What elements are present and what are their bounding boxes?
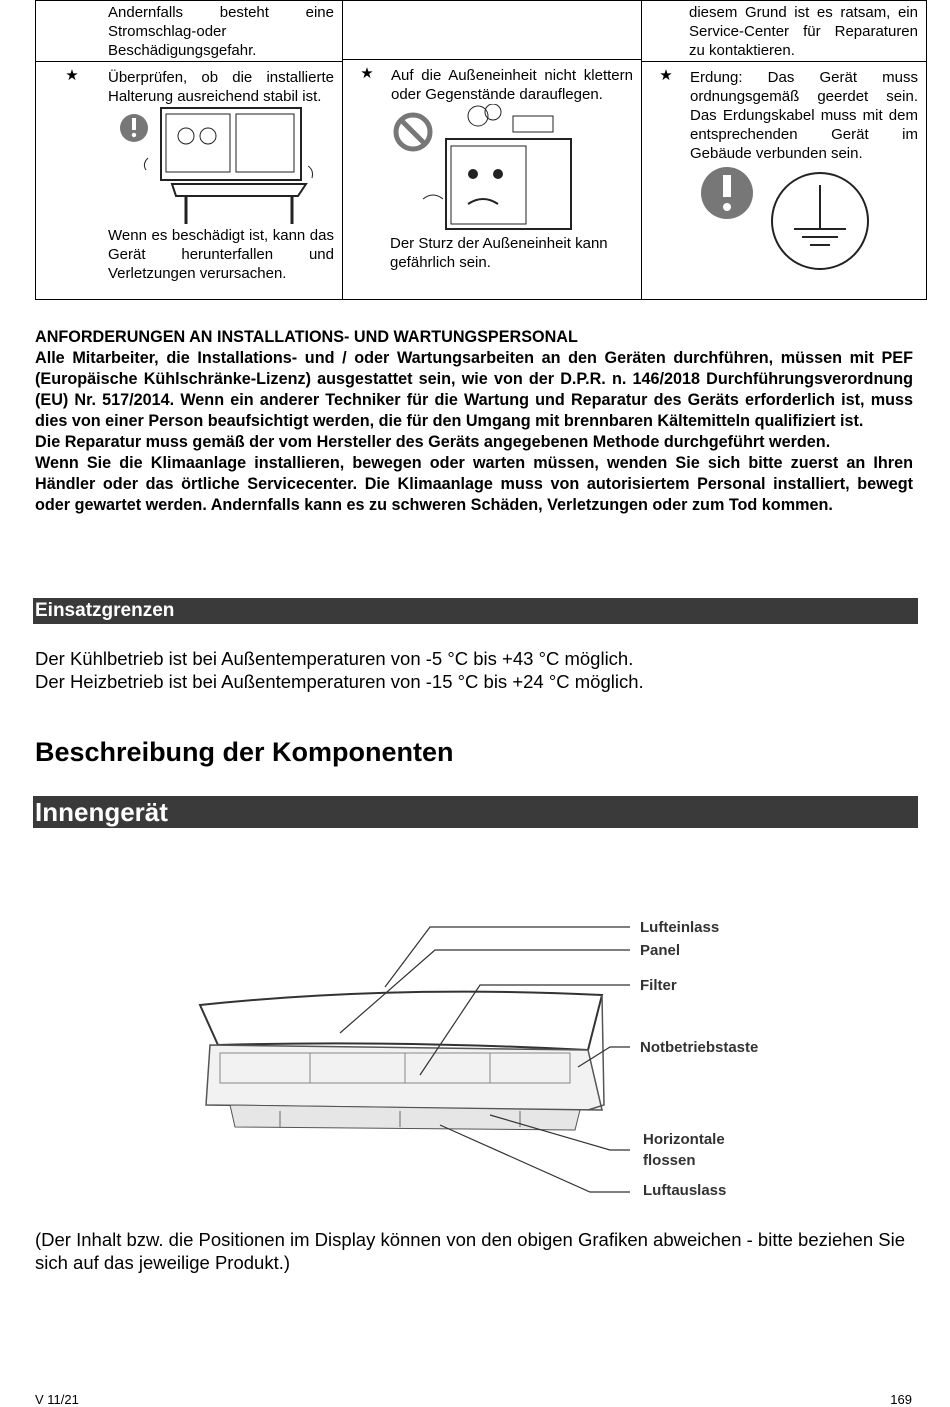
indoor-unit-diagram [190,905,790,1205]
label-filter: Filter [640,977,677,994]
warning-cell-bracket [36,1,343,300]
warning-caption-bracket: Wenn es beschädigt ist, kann das Gerät herunterfallen und Verletzungen verursachen. [108,227,334,282]
components-title: Beschreibung der Komponenten [35,737,454,767]
warning-item-ground: Erdung: Das Gerät muss ordnungsgemäß geerdet sein. Das Erdungskabel muss mit dem entsprechenden Gerät im Gebäude verbunden sein. [690,69,918,162]
cooling-limit: Der Kühlbetrieb ist bei Außentemperaturen von -5 °C bis +43 °C möglich. [35,648,634,669]
footer-version: V 11/21 [35,1392,79,1407]
no-climb-illustration [343,104,641,234]
requirements-paragraph: Die Reparatur muss gemäß der vom Hersteller des Geräts angegebenen Methode durchgeführt werden. [35,433,831,451]
star-icon: ★ [65,67,79,84]
warning-cell-ground [642,1,927,300]
warning-item-climb: Auf die Außeneinheit nicht klettern oder Gegenstände darauflegen. [391,67,633,103]
star-icon: ★ [360,65,374,82]
limits-text [35,647,644,693]
warning-top-text: diesem Grund ist es ratsam, ein Service-Center für Reparaturen zu kontaktieren. [689,4,918,59]
label-emergency-button: Notbetriebstaste [640,1039,759,1056]
label-air-outlet: Luftauslass [643,1182,727,1199]
limits-heading: Einsatzgrenzen [33,598,918,624]
label-louver-line1: Horizontale [643,1131,725,1148]
label-panel: Panel [640,942,681,959]
warning-caption-climb: Der Sturz der Außeneinheit kann gefährlich sein. [390,235,608,271]
display-note: (Der Inhalt bzw. die Positionen im Display können von den obigen Grafiken abweichen - bitte beziehen Sie sich auf das jeweilige Produkt.) [35,1229,906,1273]
ground-illustration [642,163,926,283]
page-number: 169 [890,1392,912,1407]
warning-top-text: Andernfalls besteht eine Stromschlag-oder Beschädigungsgefahr. [108,4,334,59]
star-icon: ★ [659,67,673,84]
warning-item-bracket: Überprüfen, ob die installierte Halterung ausreichend stabil ist. [108,69,334,105]
bracket-illustration [36,106,336,226]
label-air-inlet: Lufteinlass [640,919,720,936]
requirements-paragraph: Alle Mitarbeiter, die Installations- und / oder Wartungsarbeiten an den Geräten durchführen, müssen mit PEF (Europäische Kühlschränke-Lizenz) ausgestattet sein, wie von der D.P.R. n. 146/2018 Durchführungsverordnung (EU) Nr. 517/2014. Wenn ein anderer Techniker für die Wartung und Reparatur des Geräts erforderlich ist, muss dies von einer Person beaufsichtigt werden, die für den Umgang mit brennbaren Kältemitteln qualifiziert ist. [35,349,913,430]
warning-cell-climb [343,1,642,300]
label-louver-line2: flossen [643,1152,696,1169]
requirements-heading: ANFORDERUNGEN AN INSTALLATIONS- UND WARTUNGSPERSONAL [35,328,578,346]
indoor-unit-heading: Innengerät [33,796,918,828]
warnings-table [35,0,927,300]
installer-requirements [35,327,913,516]
heating-limit: Der Heizbetrieb ist bei Außentemperaturen von -15 °C bis +24 °C möglich. [35,671,644,692]
requirements-paragraph: Wenn Sie die Klimaanlage installieren, bewegen oder warten müssen, wenden Sie sich bitte zuerst an Ihren Händler oder das örtliche Servicecenter. Die Klimaanlage muss von autorisiertem Personal installiert, bewegt oder gewartet werden. Andernfalls kann es zu schweren Schäden, Verletzungen oder zum Tod kommen. [35,454,913,514]
